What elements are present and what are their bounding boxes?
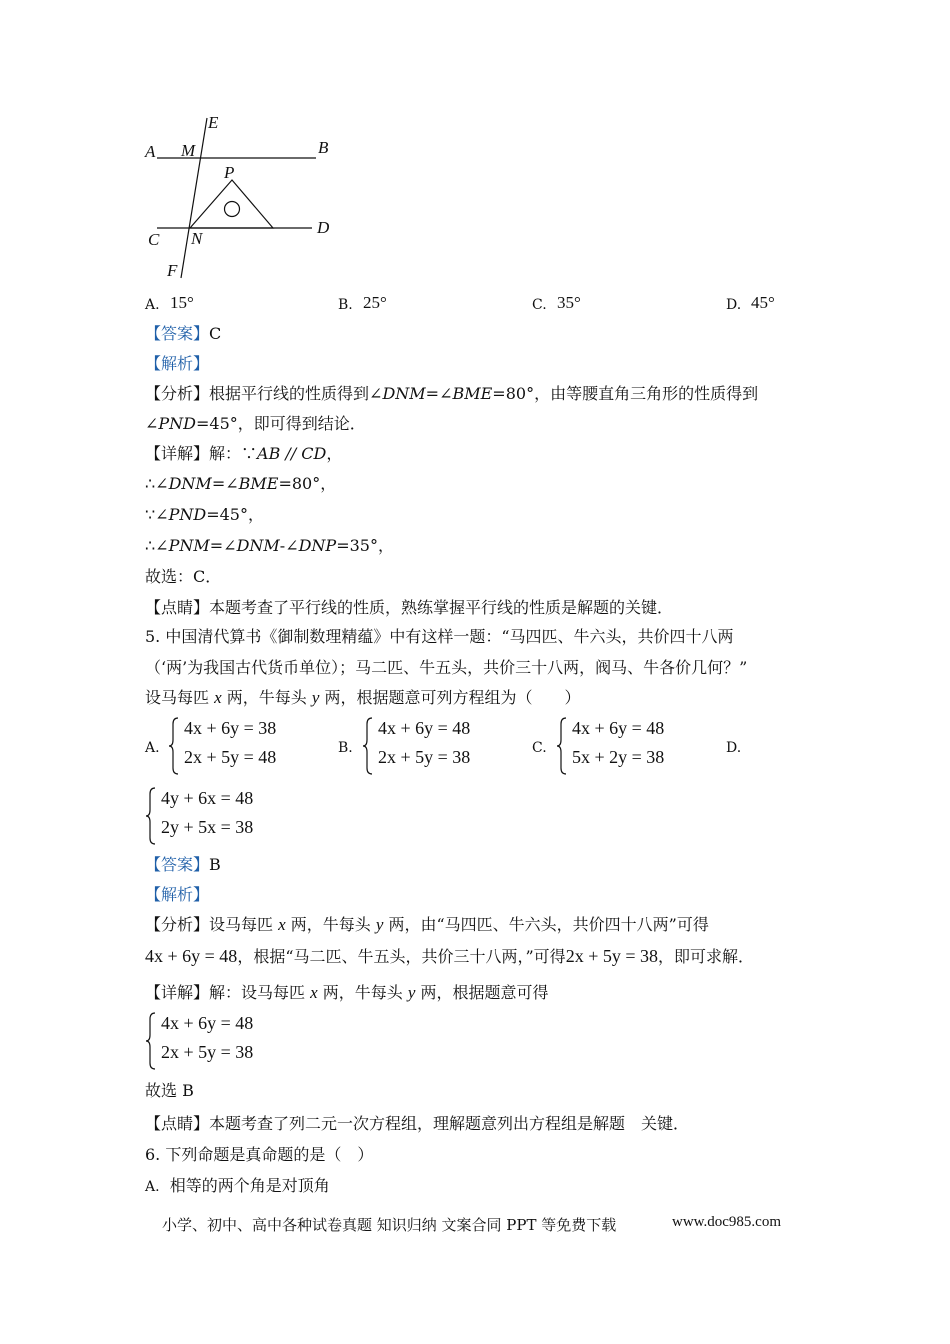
xiangjie-tag: 【详解】 — [145, 444, 210, 463]
q4-xiangjie-line1 — [145, 444, 342, 464]
text-span: 设马每匹 — [145, 688, 215, 707]
equation: 4x + 6y = 48 — [572, 718, 665, 738]
equation: 4x + 6y = 48 — [161, 1013, 254, 1033]
text-span: 设马每匹 — [209, 915, 279, 934]
q5-option-c-letter: C. — [532, 740, 547, 756]
angle-name: DNM — [236, 536, 280, 555]
q5-option-b-letter: B. — [338, 740, 353, 756]
q4-xiangjie-line5: 故选：C． — [145, 567, 222, 586]
option-letter: A. — [145, 1179, 160, 1195]
dianjing-tag: 【点睛】 — [145, 598, 210, 617]
angle-name: BME — [238, 474, 279, 493]
parallel-lines-figure — [140, 110, 340, 285]
equation: 2x + 5y = 48 — [184, 747, 277, 767]
equation: 2x + 5y = 38 — [378, 747, 471, 767]
q4-xiangjie-line4 — [145, 536, 394, 556]
q4-xiangjie-line3 — [145, 505, 264, 525]
q4-option-b: 25° — [363, 293, 387, 312]
label-m: M — [181, 141, 196, 160]
equation: 2x + 5y = 38 — [161, 1042, 254, 1062]
q5-xiangjie-end: 故选 B — [145, 1081, 194, 1100]
answer-tag: 【答案】 — [145, 855, 210, 874]
q5-dianjing — [145, 1114, 689, 1134]
angle-name: PND — [168, 505, 207, 524]
text-span: ， — [326, 444, 343, 463]
parallel-symbol: // — [280, 444, 302, 463]
var-y: y — [407, 983, 416, 1002]
q4-xiangjie-line2 — [145, 474, 336, 494]
equation: 4y + 6x = 48 — [161, 788, 254, 808]
left-brace-icon — [362, 716, 374, 776]
equation: 4x + 6y = 38 — [184, 718, 277, 738]
text-span: 两，根据题意可列方程组为（ ） — [319, 688, 581, 707]
answer-value: C — [209, 324, 222, 343]
q4-option-d: 45° — [751, 293, 775, 312]
q4-analysis-tag: 【解析】 — [145, 354, 210, 373]
q5-answer — [145, 855, 221, 875]
text-span: =∠ — [209, 536, 237, 555]
xiangjie-tag: 【详解】 — [145, 983, 210, 1002]
label-a: A — [145, 142, 156, 161]
line-name: CD — [301, 444, 327, 463]
label-f: F — [167, 261, 178, 280]
text-span: -∠ — [279, 536, 299, 555]
text-span: ∴∠ — [145, 474, 169, 493]
dianjing-tag: 【点睛】 — [145, 1114, 210, 1133]
text-span: =45°，即可得到结论． — [196, 414, 366, 433]
q5-option-d-system — [145, 786, 275, 846]
text-span: 本题考查了平行线的性质，熟练掌握平行线的性质是解题的关键． — [209, 598, 674, 617]
q4-fenxi-line1 — [145, 384, 758, 404]
equation: 4x + 6y = 48 — [145, 946, 238, 966]
text-span: ，即可求解． — [658, 947, 755, 966]
q4-answer — [145, 324, 221, 344]
q6-stem: 6. 下列命题是真命题的是（ ） — [145, 1145, 374, 1164]
text-span: 解：设马每匹 — [209, 983, 311, 1002]
q5-stem-line1: 5. 中国清代算书《御制数理精蕴》中有这样一题：“马四匹、牛六头，共价四十八两 — [145, 627, 734, 646]
text-span: =80°，由等腰直角三角形的性质得到 — [492, 384, 759, 403]
var-x: x — [278, 915, 286, 934]
q5-option-c-system — [556, 716, 686, 776]
left-brace-icon — [168, 716, 180, 776]
footer-left: 小学、初中、高中各种试卷真题 知识归纳 文案合同 PPT 等免费下载 — [162, 1216, 617, 1234]
label-d: D — [317, 218, 330, 237]
q5-stem-line2: （‘两’为我国古代货币单位）；马二匹、牛五头，共价三十八两，阀马、牛各价几何？” — [145, 658, 748, 677]
label-e: E — [208, 113, 219, 132]
fenxi-tag: 【分析】 — [145, 915, 210, 934]
left-brace-icon — [145, 786, 157, 846]
angle-name: PNM — [168, 536, 210, 555]
label-c: C — [148, 230, 160, 249]
text-span: ∵∠ — [145, 505, 169, 524]
q4-option-b-letter: B. — [338, 297, 353, 313]
text-span: ∴∠ — [145, 536, 169, 555]
text-span: =45°， — [206, 505, 264, 524]
q4-option-d-letter: D. — [726, 297, 742, 313]
left-brace-icon — [556, 716, 568, 776]
var-x: x — [214, 688, 222, 707]
q4-option-c: 35° — [557, 293, 581, 312]
text-span: =∠ — [211, 474, 239, 493]
text-span: 根据平行线的性质得到∠ — [209, 384, 383, 403]
q5-stem-line3 — [145, 688, 580, 708]
q4-option-a: 15° — [170, 293, 194, 312]
footer-url[interactable]: www.doc985.com — [672, 1214, 782, 1230]
text-span: 两，牛每头 — [317, 983, 408, 1002]
q5-fenxi-line1 — [145, 915, 709, 935]
q4-dianjing — [145, 598, 673, 618]
var-x: x — [310, 983, 318, 1002]
option-text: 相等的两个角是对顶角 — [169, 1176, 330, 1195]
label-p: P — [224, 163, 235, 182]
q5-option-b-system — [362, 716, 492, 776]
angle-name: PND — [158, 414, 196, 433]
q4-fenxi-line2 — [145, 414, 366, 434]
set-square-hole — [225, 202, 240, 217]
angle-name: DNM — [168, 474, 212, 493]
q5-xiangjie-line1 — [145, 983, 548, 1003]
equation: 2y + 5x = 38 — [161, 817, 254, 837]
text-span: =80°， — [278, 474, 337, 493]
text-span: =35°， — [336, 536, 394, 555]
text-span: 解：∵ — [209, 444, 258, 463]
text-span: ∠ — [145, 414, 159, 433]
fenxi-tag: 【分析】 — [145, 384, 210, 403]
text-span: 两，由“马四匹、牛六头，共价四十八两”可得 — [383, 915, 709, 934]
q4-option-c-letter: C. — [532, 297, 547, 313]
angle-name: DNM — [382, 384, 426, 403]
q4-option-a-letter: A. — [145, 297, 160, 313]
line-name: AB — [257, 444, 281, 463]
equation: 4x + 6y = 48 — [378, 718, 471, 738]
text-span: 两，根据题意可得 — [415, 983, 549, 1002]
text-span: =∠ — [425, 384, 453, 403]
answer-value: B — [209, 855, 221, 874]
var-y: y — [311, 688, 320, 707]
angle-name: BME — [452, 384, 493, 403]
text-span: 本题考查了列二元一次方程组，理解题意列出方程组是解题 关键． — [209, 1114, 690, 1133]
q5-option-a-letter: A. — [145, 740, 160, 756]
angle-name: DNP — [298, 536, 337, 555]
answer-tag: 【答案】 — [145, 324, 210, 343]
text-span: 两，牛每头 — [221, 688, 312, 707]
q5-fenxi-line2 — [145, 946, 754, 967]
q5-option-a-system — [168, 716, 298, 776]
label-b: B — [318, 138, 329, 157]
q6-option-a — [145, 1176, 330, 1197]
triangle-set-square — [190, 180, 273, 228]
q5-option-d-letter: D. — [726, 740, 742, 756]
equation: 5x + 2y = 38 — [572, 747, 665, 767]
equation: 2x + 5y = 38 — [565, 946, 658, 966]
text-span: 两，牛每头 — [285, 915, 376, 934]
text-span: ，根据“马二匹、牛五头，共价三十八两，”可得 — [237, 947, 566, 966]
left-brace-icon — [145, 1011, 157, 1071]
label-n: N — [191, 229, 203, 248]
var-y: y — [375, 915, 384, 934]
q5-analysis-tag: 【解析】 — [145, 885, 210, 904]
q5-solution-system — [145, 1011, 275, 1071]
